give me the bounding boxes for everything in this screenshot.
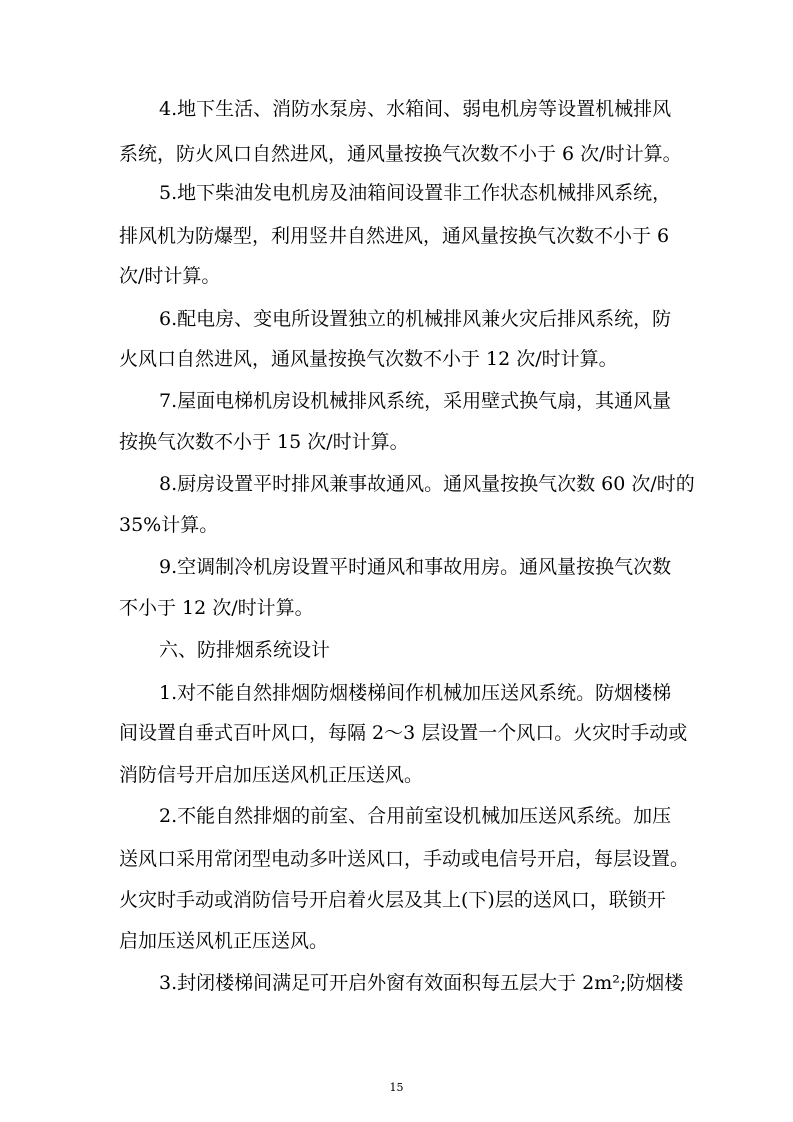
line-text: 送风口采用常闭型电动多叶送风口，手动或电信号开启，每层设置。: [119, 848, 690, 870]
line-text: 2.不能自然排烟的前室、合用前室设机械加压送风系统。加压: [159, 805, 672, 827]
line-text: 间设置自垂式百叶风口，每隔 2～3 层设置一个风口。火灾时手动或: [119, 722, 688, 744]
page-number: 15: [389, 1081, 404, 1094]
line-text: 不小于 12 次/时计算。: [119, 597, 314, 619]
line-text: 火灾时手动或消防信号开启着火层及其上(下)层的送风口，联锁开: [119, 889, 666, 911]
line-text: 6.配电房、变电所设置独立的机械排风兼火灾后排风系统，防: [159, 308, 672, 330]
line-text: 3.封闭楼梯间满足可开启外窗有效面积每五层大于 2m²;防烟楼: [159, 972, 684, 994]
line-text: 8.厨房设置平时排风兼事故通风。通风量按换气次数 60 次/时的: [159, 473, 695, 495]
line-text: 排风机为防爆型，利用竖井自然进风，通风量按换气次数不小于 6: [119, 225, 670, 247]
line-text: 5.地下柴油发电机房及油箱间设置非工作状态机械排风系统，: [159, 182, 672, 204]
line-text: 消防信号开启加压送风机正压送风。: [119, 764, 424, 786]
line-text: 启加压送风机正压送风。: [119, 930, 329, 952]
line-text: 火风口自然进风，通风量按换气次数不小于 12 次/时计算。: [119, 348, 618, 370]
line-text: 按换气次数不小于 15 次/时计算。: [119, 431, 409, 453]
line-text: 9.空调制冷机房设置平时通风和事故用房。通风量按换气次数: [159, 556, 672, 578]
line-text: 1.对不能自然排烟防烟楼梯间作机械加压送风系统。防烟楼梯: [159, 682, 672, 704]
heading-text: 六、防排烟系统设计: [159, 639, 331, 661]
line-text: 4.地下生活、消防水泵房、水箱间、弱电机房等设置机械排风: [159, 98, 672, 120]
line-text: 35%计算。: [119, 514, 219, 536]
line-text: 系统，防火风口自然进风，通风量按换气次数不小于 6 次/时计算。: [119, 143, 682, 165]
line-text: 次/时计算。: [119, 265, 221, 287]
line-text: 7.屋面电梯机房设机械排风系统，采用壁式换气扇，其通风量: [159, 390, 672, 412]
